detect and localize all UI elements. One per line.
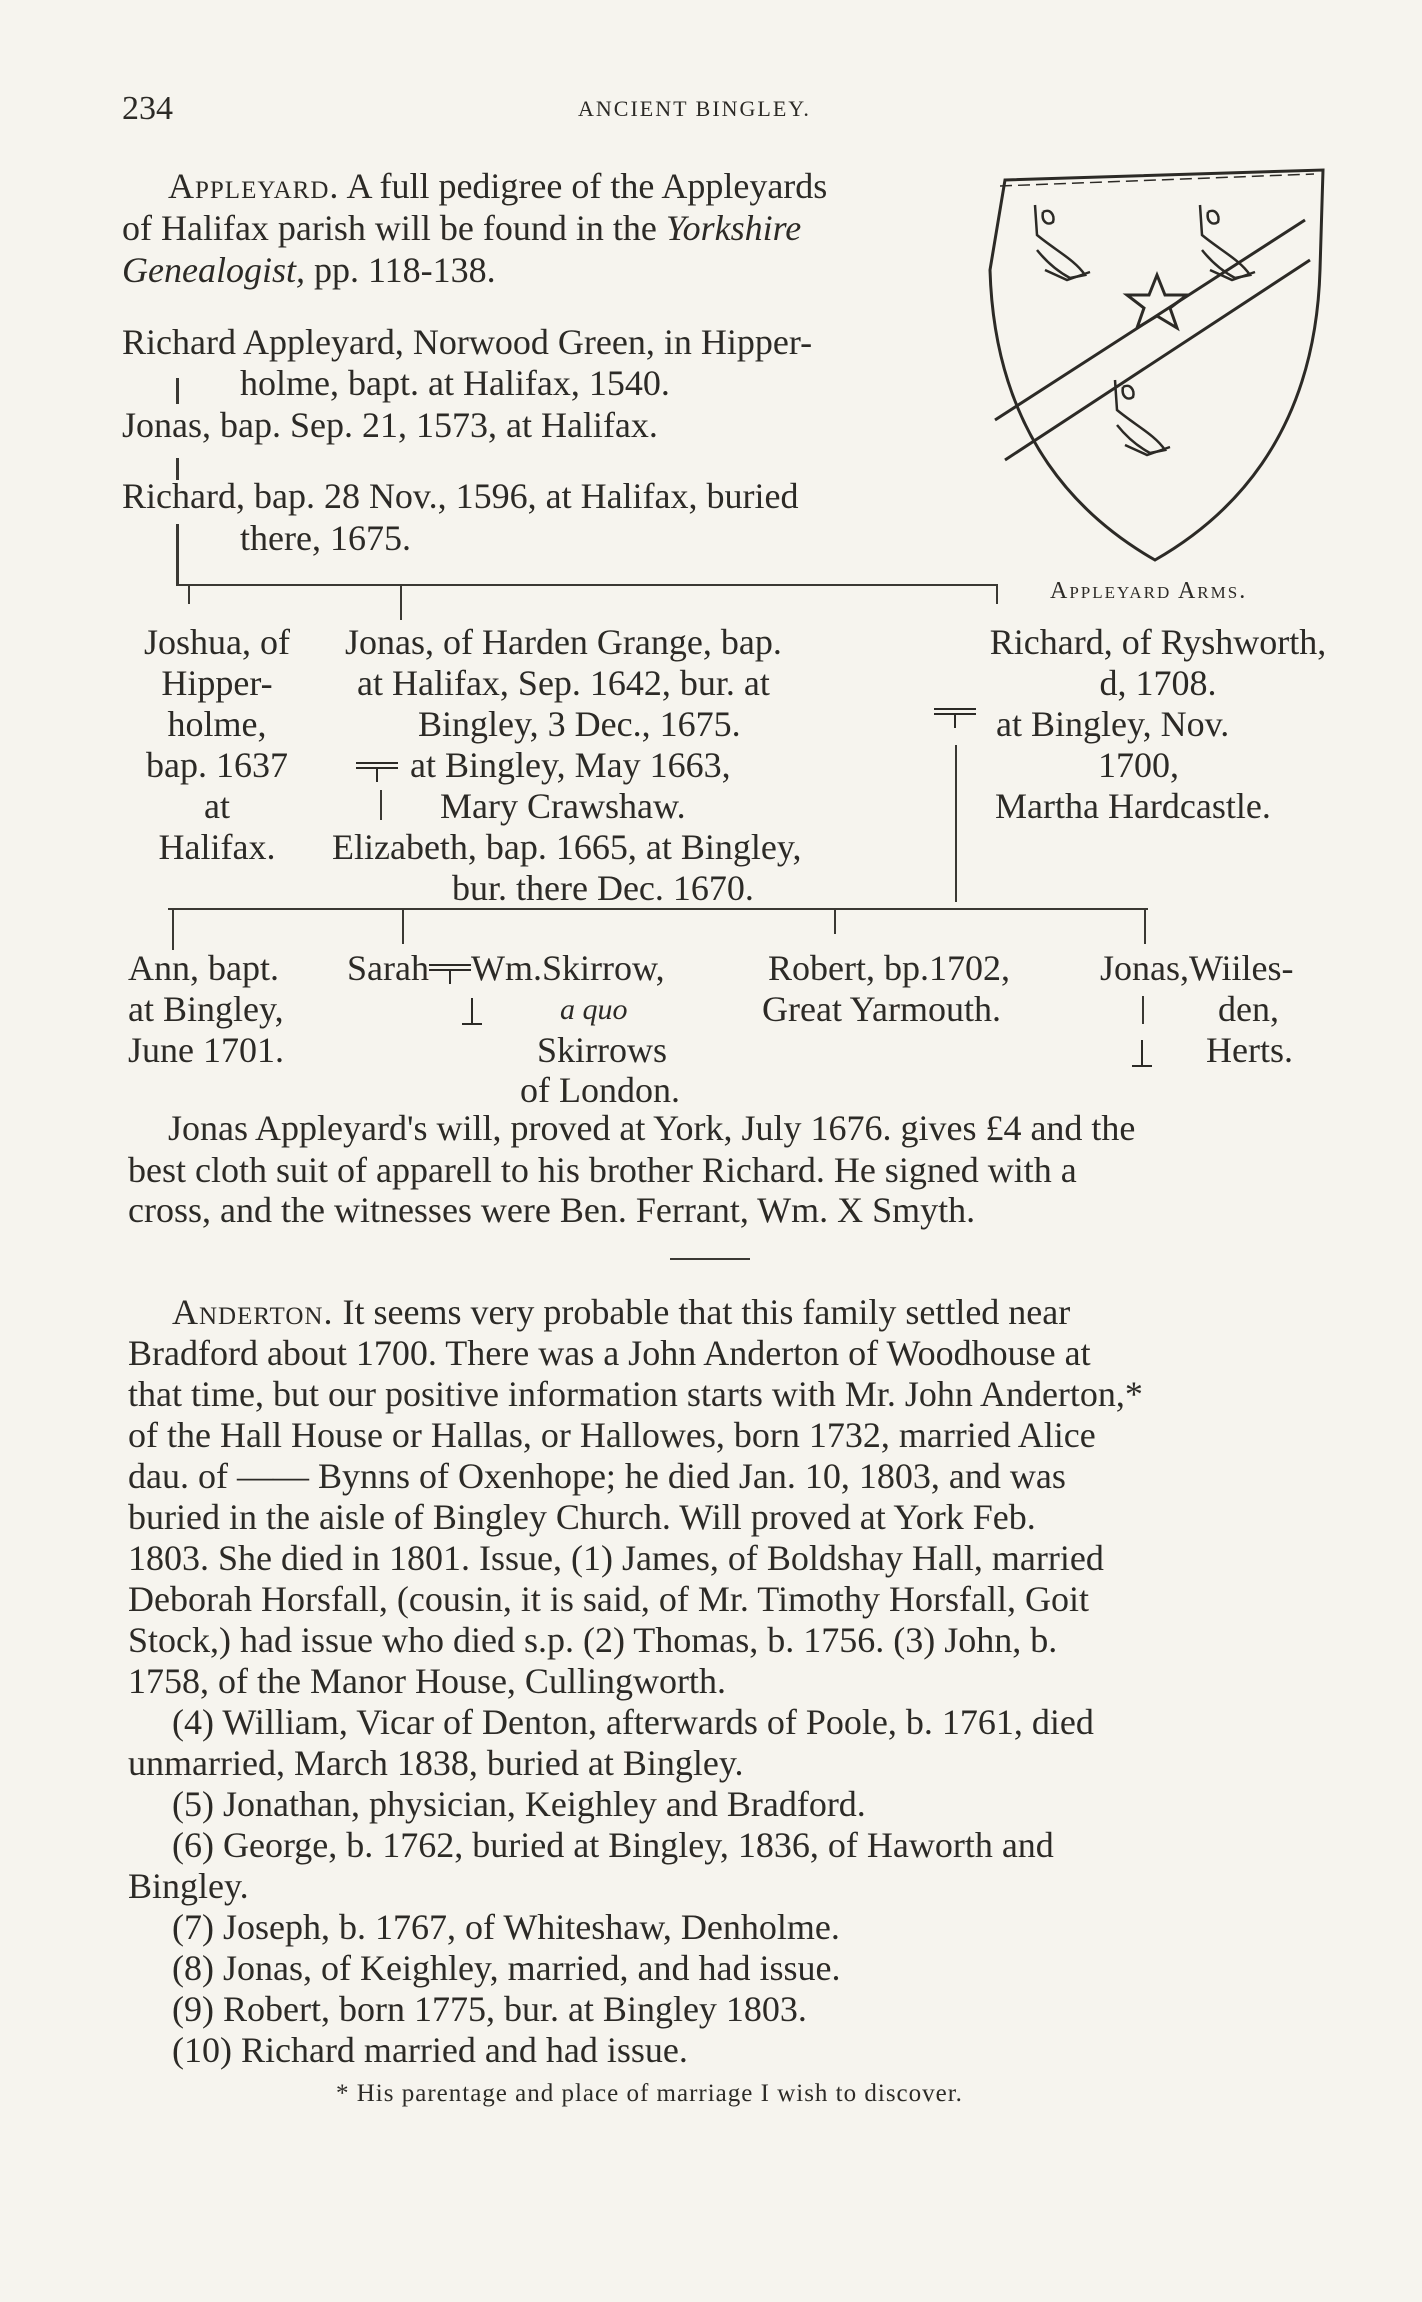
anderton-line: Stock,) had issue who died s.p. (2) Thomas, b. 1756. (3) John, b.: [128, 1620, 1058, 1660]
child-jonas-line-2: at Halifax, Sep. 1642, bur. at: [357, 663, 770, 703]
issue-9: (9) Robert, born 1775, bur. at Bingley 1803.: [172, 1989, 807, 2029]
child-jonas-line-5: Mary Crawshaw.: [440, 786, 686, 826]
anderton-line-1: [172, 1292, 1070, 1333]
issue-symbol: [1130, 1040, 1154, 1068]
ann-line: June 1701.: [128, 1030, 284, 1070]
owl-icon: [1035, 205, 1090, 280]
footnote: * His parentage and place of marriage I wish to discover.: [336, 2080, 963, 2107]
anderton-line: that time, but our positive information starts with Mr. John Anderton,*: [128, 1374, 1143, 1414]
richard-line: d, 1708.: [1099, 663, 1217, 703]
child-richard: [918, 622, 1398, 704]
issue-6-line-2: Bingley.: [128, 1866, 249, 1906]
issue-icon: [1130, 1040, 1154, 1068]
joshua-line: Hipper-: [161, 663, 273, 703]
marriage-symbol: [356, 758, 398, 782]
marriage-symbol: [934, 704, 976, 728]
children-bracket: [176, 584, 998, 586]
grandchild-stem: [1144, 910, 1146, 944]
appleyard-intro-text-1: A full pedigree of the Appleyards: [346, 166, 828, 206]
owl-icon: [1115, 380, 1170, 455]
child-stem: [400, 586, 402, 620]
grandchild-jonas-line-2: den,: [1218, 989, 1279, 1029]
grandchild-robert: [762, 948, 1010, 1030]
grandchild-stem: [402, 910, 404, 944]
gen3-line-a: Richard, bap. 28 Nov., 1596, at Halifax, buried: [122, 476, 799, 516]
shield-icon: [975, 160, 1335, 570]
joshua-line: Halifax.: [158, 827, 276, 867]
grandchild-sarah: [347, 948, 665, 989]
marriage-icon: [934, 704, 976, 728]
anderton-line: Deborah Horsfall, (cousin, it is said, of Mr. Timothy Horsfall, Goit: [128, 1579, 1089, 1619]
grandchild-stem: [172, 910, 174, 950]
descent-line: [1142, 996, 1144, 1024]
intro-italic-2: Yorkshire: [665, 208, 802, 248]
anderton-heading: Anderton.: [172, 1292, 334, 1332]
grandchild-stem: [834, 910, 836, 934]
robert-line: Great Yarmouth.: [762, 989, 1001, 1029]
appleyard-heading: Appleyard.: [168, 166, 340, 206]
marriage-icon: [429, 960, 471, 984]
sarah-skirrows: Skirrows: [537, 1030, 668, 1070]
gen1-line-b: holme, bapt. at Halifax, 1540.: [240, 363, 670, 403]
issue-icon: [460, 998, 484, 1026]
child-jonas-line-1: Jonas, of Harden Grange, bap.: [345, 622, 782, 662]
child-stem: [188, 586, 190, 604]
child-jonas-line-6: Elizabeth, bap. 1665, at Bingley,: [332, 827, 802, 867]
will-line-3: cross, and the witnesses were Ben. Ferrant, Wm. X Smyth.: [128, 1190, 976, 1230]
gen3-line-b: there, 1675.: [240, 518, 411, 558]
issue-4-line-1: (4) William, Vicar of Denton, afterwards of Poole, b. 1761, died: [172, 1702, 1094, 1742]
descent-line: [176, 524, 179, 584]
anderton-text: It seems very probable that this family settled near: [342, 1292, 1071, 1332]
child-jonas-line-4: at Bingley, May 1663,: [410, 745, 731, 785]
child-richard-line-4: 1700,: [1098, 745, 1179, 785]
sarah-name: Sarah: [347, 948, 429, 988]
section-divider: [670, 1258, 750, 1260]
issue-7: (7) Joseph, b. 1767, of Whiteshaw, Denholme.: [172, 1907, 840, 1947]
anderton-line: 1803. She died in 1801. Issue, (1) James, of Boldshay Hall, married: [128, 1538, 1104, 1578]
descent-line: [176, 378, 179, 404]
running-title: ANCIENT BINGLEY.: [578, 96, 811, 121]
arms-caption: Appleyard Arms.: [1050, 578, 1248, 604]
issue-5: (5) Jonathan, physician, Keighley and Bradford.: [172, 1784, 866, 1824]
issue-6-line-1: (6) George, b. 1762, buried at Bingley, 1836, of Haworth and: [172, 1825, 1054, 1865]
will-line-2: best cloth suit of apparell to his brother Richard. He signed with a: [128, 1150, 1077, 1190]
sarah-a-quo: a quo: [560, 993, 628, 1026]
child-jonas-line-7: bur. there Dec. 1670.: [452, 868, 754, 908]
gen2-line: Jonas, bap. Sep. 21, 1573, at Halifax.: [122, 405, 658, 445]
sarah-london: of London.: [520, 1070, 680, 1110]
skirrow-name: Wm.Skirrow,: [470, 948, 665, 988]
page-number: 234: [122, 90, 173, 127]
child-richard-line-5: Martha Hardcastle.: [995, 786, 1271, 826]
joshua-line: bap. 1637: [146, 745, 288, 785]
anderton-line: Bradford about 1700. There was a John Anderton of Woodhouse at: [128, 1333, 1091, 1373]
grandchild-jonas-line-1: Jonas,Wiiles-: [1100, 948, 1294, 988]
appleyard-arms: [975, 160, 1335, 570]
richard-line: Richard, of Ryshworth,: [989, 622, 1327, 662]
robert-line: Robert, bp.1702,: [768, 948, 1010, 988]
appleyard-intro-line-1: [168, 166, 827, 207]
ann-line: at Bingley,: [128, 989, 284, 1029]
child-jonas-line-3: Bingley, 3 Dec., 1675.: [418, 704, 741, 744]
issue-symbol: [460, 998, 484, 1026]
joshua-line: holme,: [167, 704, 267, 744]
anderton-line: buried in the aisle of Bingley Church. Will proved at York Feb.: [128, 1497, 1036, 1537]
issue-4-line-2: unmarried, March 1838, buried at Bingley.: [128, 1743, 744, 1783]
descent-line: [380, 790, 382, 820]
joshua-line: Joshua, of: [144, 622, 290, 662]
grandchild-ann: [128, 948, 284, 1071]
intro-text-2: of Halifax parish will be found in the: [122, 208, 666, 248]
grandchild-jonas-line-3: Herts.: [1206, 1030, 1293, 1070]
intro-text-3: pp. 118-138.: [304, 250, 496, 290]
will-line-1: Jonas Appleyard's will, proved at York, July 1676. gives £4 and the: [168, 1108, 1136, 1148]
appleyard-intro-line-3: [122, 250, 496, 291]
anderton-line: of the Hall House or Hallas, or Hallowes, born 1732, married Alice: [128, 1415, 1096, 1455]
intro-italic-3: Genealogist,: [122, 250, 305, 290]
child-richard-line-3: at Bingley, Nov.: [996, 704, 1230, 744]
grandchildren-bracket: [168, 908, 1148, 910]
gen1-line-a: Richard Appleyard, Norwood Green, in Hipper-: [122, 322, 813, 362]
anderton-line: dau. of —— Bynns of Oxenhope; he died Jan. 10, 1803, and was: [128, 1456, 1066, 1496]
descent-line: [955, 745, 957, 902]
issue-8: (8) Jonas, of Keighley, married, and had issue.: [172, 1948, 841, 1988]
ann-line: Ann, bapt.: [128, 948, 279, 988]
joshua-line: at: [204, 786, 230, 826]
child-stem: [996, 586, 998, 604]
child-joshua: [122, 622, 312, 868]
appleyard-intro-line-2: [122, 208, 801, 249]
issue-10: (10) Richard married and had issue.: [172, 2030, 688, 2070]
anderton-line: 1758, of the Manor House, Cullingworth.: [128, 1661, 726, 1701]
marriage-icon: [356, 758, 398, 782]
